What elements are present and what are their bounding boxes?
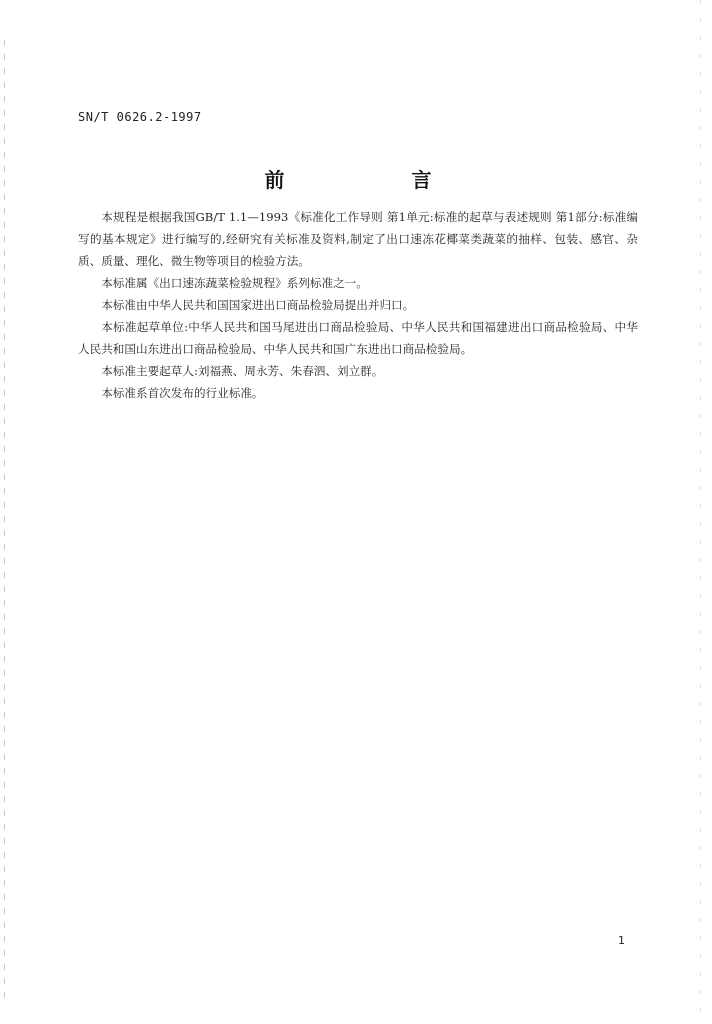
paragraph-proposer: 本标准由中华人民共和国国家进出口商品检验局提出并归口。: [101, 298, 415, 312]
scan-edge-right: [700, 0, 701, 1024]
standard-code: SN/T 0626.2-1997: [78, 110, 202, 124]
paragraph-drafting-units: 本标准起草单位:中华人民共和国马尾进出口商品检验局、中华人民共和国福建进出口商品检验局、中华人民共和国山东进出口商品检验局、中华人民共和国广东进出口商品检验局。: [78, 320, 638, 356]
page-number: 1: [618, 934, 625, 947]
paragraph-first-release: 本标准系首次发布的行业标准。: [101, 386, 264, 400]
foreword-body: [78, 206, 638, 404]
paragraph-basis: 本规程是根据我国GB/T 1.1—1993《标准化工作导则 第1单元:标准的起草与表述规则 第1部分:标准编写的基本规定》进行编写的,经研究有关标准及资料,制定了出口速冻花椰菜类蔬菜的抽样、包装、感官、杂质、质量、理化、微生物等项目的检验方法。: [78, 210, 638, 268]
paragraph-drafters: 本标准主要起草人:刘福燕、周永芳、朱春泗、刘立群。: [101, 364, 384, 378]
section-title: 前 言: [264, 168, 492, 192]
paragraph-series: 本标准属《出口速冻蔬菜检验规程》系列标准之一。: [101, 276, 368, 290]
